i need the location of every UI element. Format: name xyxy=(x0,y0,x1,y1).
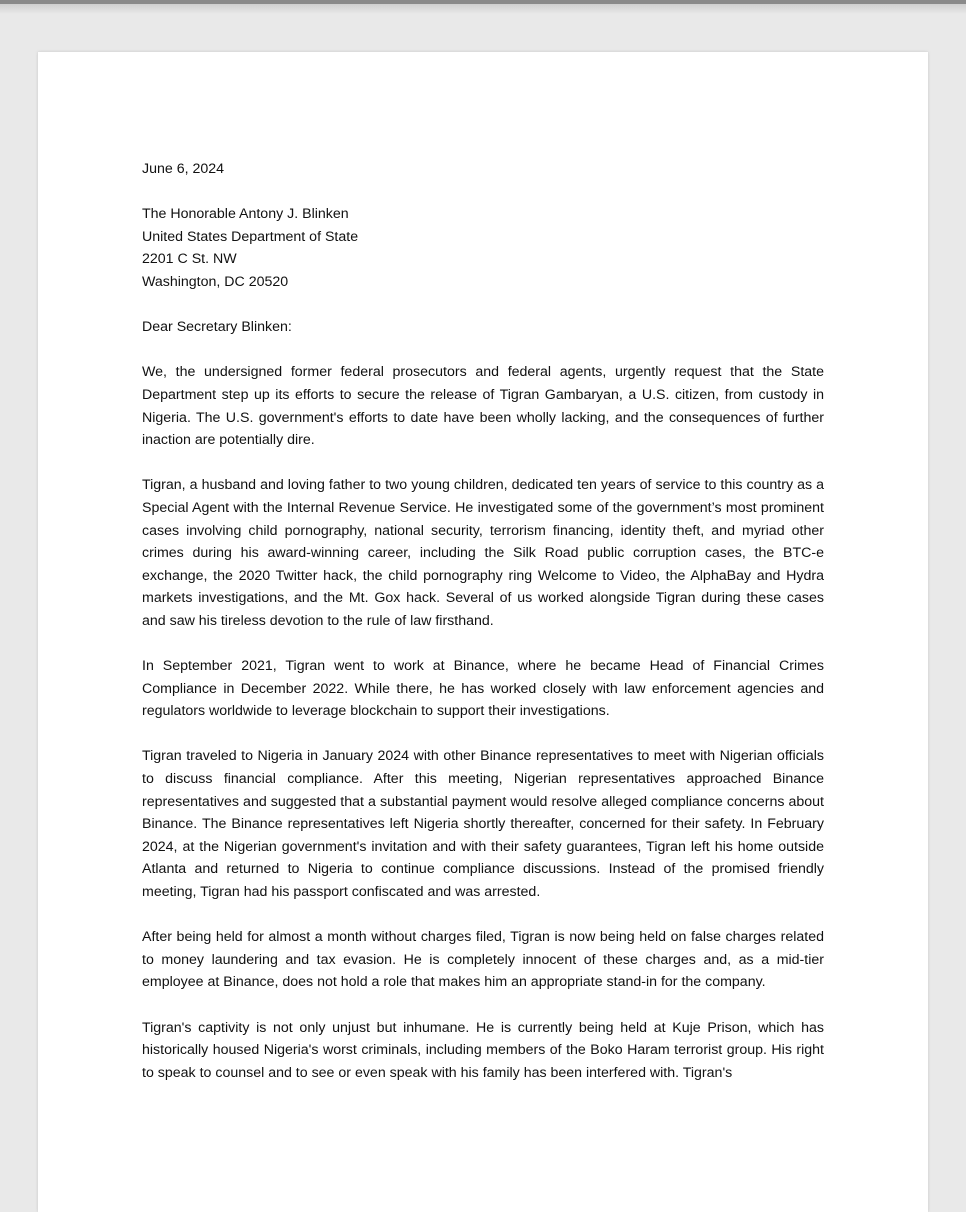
document-page xyxy=(38,52,928,1212)
top-shadow xyxy=(0,4,966,14)
paragraph-captivity: Tigran's captivity is not only unjust but inhumane. He is currently being held at Kuje Prison, which has historically housed Nigeria's worst criminals, including members of the Boko Haram terrorist group. His right to speak to counsel and to see or even speak with his family has been interfered with. Tigran's xyxy=(142,1019,824,1081)
address-line-department: United States Department of State xyxy=(142,228,359,245)
letter-body xyxy=(142,158,824,1107)
paragraph-charges: After being held for almost a month without charges filed, Tigran is now being held on false charges related to money laundering and tax evasion. He is completely innocent of these charges and, as a mid-tier employee at Binance, does not hold a role that makes him an appropriate stand-in for the company. xyxy=(142,929,824,991)
paragraph-nigeria-travel: Tigran traveled to Nigeria in January 2024 with other Binance representatives to meet with Nigerian officials to discuss financial compliance. After this meeting, Nigerian representatives approached Binance representatives and suggested that a substantial payment would resolve alleged compliance concerns about Binance. The Binance representatives left Nigeria shortly thereafter, concerned for their safety. In February 2024, at the Nigerian government's invitation and with their safety guarantees, Tigran left his home outside Atlanta and returned to Nigeria to continue compliance discussions. Instead of the promised friendly meeting, Tigran had his passport confiscated and was arrested. xyxy=(142,748,824,900)
salutation: Dear Secretary Blinken: xyxy=(142,319,292,336)
address-line-name: The Honorable Antony J. Blinken xyxy=(142,206,349,223)
paragraph-binance-role: In September 2021, Tigran went to work at Binance, where he became Head of Financial Crimes Compliance in December 2022. While there, he has worked closely with law enforcement agencies and regulators worldwide to leverage blockchain to support their investigations. xyxy=(142,658,824,720)
letter-date: June 6, 2024 xyxy=(142,161,225,177)
recipient-address xyxy=(142,203,824,293)
paragraph-request: We, the undersigned former federal prosecutors and federal agents, urgently request that the State Department step up its efforts to secure the release of Tigran Gambaryan, a U.S. citizen, from custody in Nigeria. The U.S. government's efforts to date have been wholly lacking, and the consequences of further inaction are potentially dire. xyxy=(142,364,824,449)
address-line-city: Washington, DC 20520 xyxy=(142,273,289,290)
address-line-street: 2201 C St. NW xyxy=(142,251,237,268)
paragraph-background: Tigran, a husband and loving father to two young children, dedicated ten years of service to this country as a Special Agent with the Internal Revenue Service. He investigated some of the government’s most prominent cases involving child pornography, national security, terrorism financing, identity theft, and myriad other crimes during his award-winning career, including the Silk Road public corruption cases, the BTC-e exchange, the 2020 Twitter hack, the child pornography ring Welcome to Video, the AlphaBay and Hydra markets investigations, and the Mt. Gox hack. Several of us worked alongside Tigran during these cases and saw his tireless devotion to the rule of law firsthand. xyxy=(142,477,824,629)
